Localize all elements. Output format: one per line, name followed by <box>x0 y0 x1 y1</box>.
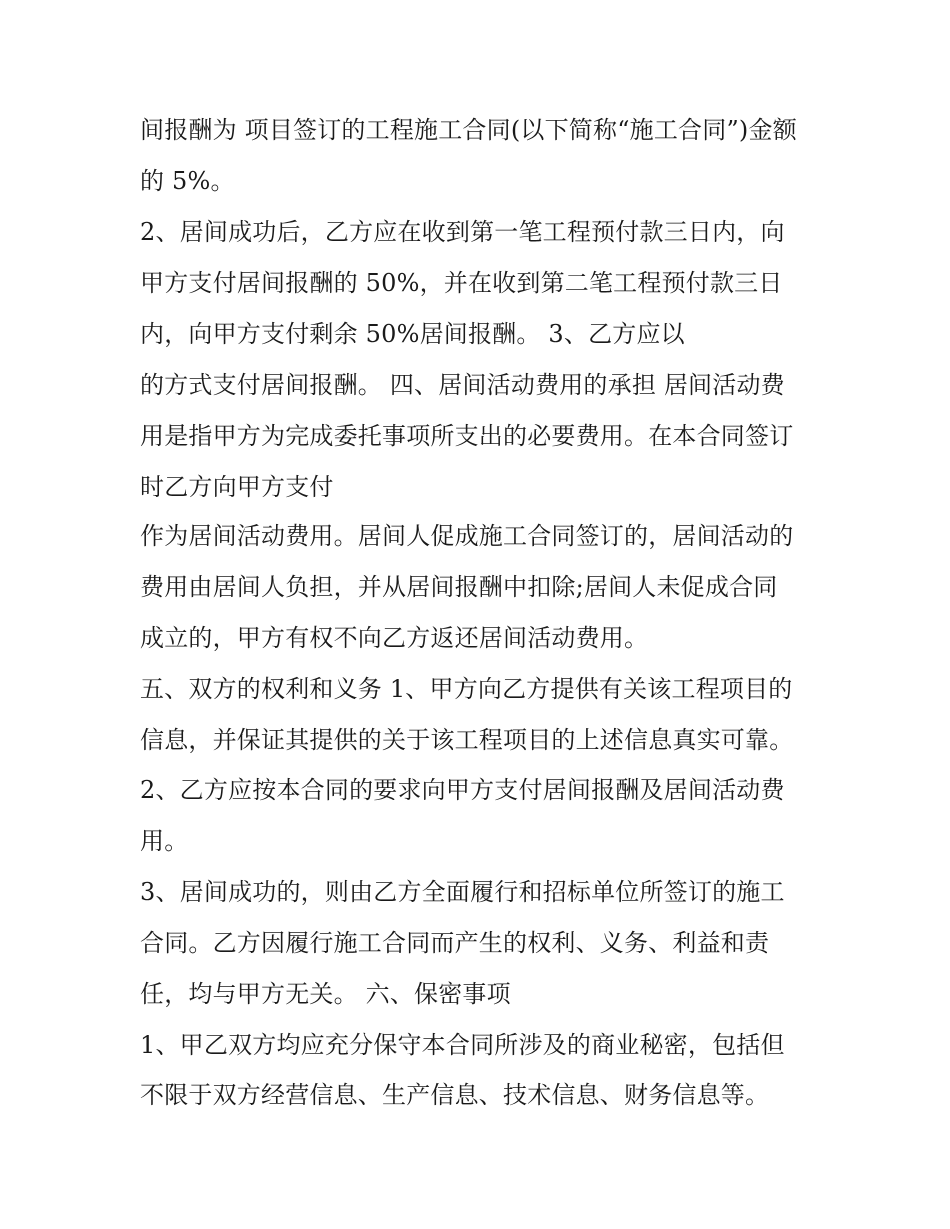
text-line: 的方式支付居间报酬。 四、居间活动费用的承担 居间活动费 <box>140 371 785 399</box>
text-line: 3、居间成功的，则由乙方全面履行和招标单位所签订的施工 <box>140 878 785 906</box>
text-line: 任，均与甲方无关。 六、保密事项 <box>140 980 511 1008</box>
text-line: 2、乙方应按本合同的要求向甲方支付居间报酬及居间活动费 <box>140 776 785 804</box>
text-line: 不限于双方经营信息、生产信息、技术信息、财务信息等。 <box>140 1081 770 1109</box>
text-line: 用是指甲方为完成委托事项所支出的必要费用。在本合同签订 <box>140 422 794 450</box>
text-line: 五、双方的权利和义务 1、甲方向乙方提供有关该工程项目的 <box>140 675 793 703</box>
text-line: 时乙方向甲方支付 <box>140 473 334 501</box>
text-line: 用。 <box>140 827 189 855</box>
text-line: 信息，并保证其提供的关于该工程项目的上述信息真实可靠。 <box>140 726 794 754</box>
text-line: 的 5%。 <box>140 167 235 195</box>
text-line: 内，向甲方支付剩余 50%居间报酬。 3、乙方应以 <box>140 320 685 348</box>
text-line: 成立的，甲方有权不向乙方返还居间活动费用。 <box>140 624 649 652</box>
text-line: 2、居间成功后，乙方应在收到第一笔工程预付款三日内，向 <box>140 218 785 246</box>
text-line: 费用由居间人负担，并从居间报酬中扣除;居间人未促成合同 <box>140 573 778 601</box>
text-line: 合同。乙方因履行施工合同而产生的权利、义务、利益和责 <box>140 929 770 957</box>
text-line: 1、甲乙双方均应充分保守本合同所涉及的商业秘密，包括但 <box>140 1031 785 1059</box>
text-line: 间报酬为 项目签订的工程施工合同(以下简称“施工合同”)金额 <box>140 116 797 144</box>
text-line: 作为居间活动费用。居间人促成施工合同签订的，居间活动的 <box>140 522 794 550</box>
text-line: 甲方支付居间报酬的 50%，并在收到第二笔工程预付款三日 <box>140 269 783 297</box>
